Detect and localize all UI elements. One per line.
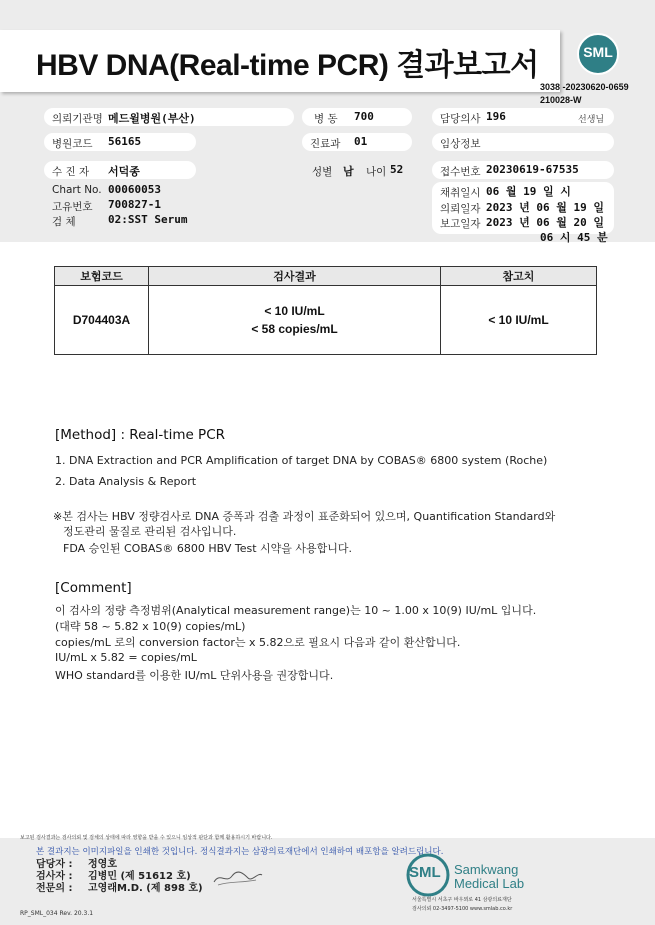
method-note-2: 정도관리 물질로 관리된 검사입니다. bbox=[63, 525, 237, 538]
doctor-value: 196 bbox=[486, 110, 506, 123]
insurance-code: D704403A bbox=[55, 286, 149, 355]
sex-label: 성별 bbox=[312, 166, 333, 178]
fine-print: 보고된 검사결과는 검사의뢰 및 검체의 상태에 따라 영향을 받을 수 있으니 임상적 판단과 함께 활용하시기 바랍니다. bbox=[20, 835, 273, 841]
print-notice: 본 결과지는 이미지파일을 인쇄한 것입니다. 정식결과지는 삼광의료재단에서 인쇄하여 배포함을 알려드립니다. bbox=[36, 847, 444, 857]
comment-line-2: (대략 58 ~ 5.82 x 10(9) copies/mL) bbox=[55, 620, 246, 633]
specimen-value: 02:SST Serum bbox=[108, 213, 188, 226]
document-id: 3038 -20230620-0659 bbox=[540, 82, 629, 92]
reported-label: 보고일자 bbox=[440, 218, 481, 230]
collected-label: 채취일시 bbox=[440, 187, 481, 199]
method-step-1: 1. DNA Extraction and PCR Amplification of target DNA by COBAS® 6800 system (Roche) bbox=[55, 454, 548, 467]
specialist-label: 전문의 : bbox=[36, 883, 73, 894]
results-header-row bbox=[55, 267, 597, 286]
result-iu: < 10 IU/mL bbox=[264, 304, 325, 318]
logo-text: SML bbox=[583, 44, 613, 60]
company-address: 서울특별시 서초구 바우뫼로 41 삼광의료재단 bbox=[412, 897, 512, 903]
dept-label: 진료과 bbox=[310, 138, 341, 150]
dept-value: 01 bbox=[354, 135, 368, 148]
sml-logo bbox=[577, 33, 619, 75]
method-title: [Method] : Real-time PCR bbox=[55, 427, 226, 443]
patient-name: 서덕종 bbox=[108, 165, 140, 178]
clinical-label: 임상정보 bbox=[440, 138, 481, 150]
hospital-code-value: 56165 bbox=[108, 135, 142, 148]
reported-value: 2023 년 06 월 20 일 bbox=[486, 216, 604, 229]
company-contact: 검사의뢰 02-3497-5100 www.smlab.co.kr bbox=[412, 906, 513, 912]
sex-value: 남 bbox=[343, 165, 354, 178]
report-title: HBV DNA(Real-time PCR) 결과보고서 bbox=[36, 49, 539, 82]
collected-value: 06 월 19 일 시 bbox=[486, 185, 571, 198]
reference-value: < 10 IU/mL bbox=[441, 286, 597, 355]
hospital-code-label: 병원코드 bbox=[52, 138, 93, 150]
reviewer-name: 정영호 bbox=[88, 859, 117, 870]
method-note-1: ※본 검사는 HBV 정량검사로 DNA 증폭과 검출 과정이 표준화되어 있으며, Quantification Standard와 bbox=[53, 510, 556, 523]
results-table bbox=[54, 266, 597, 355]
company-name-line-2: Medical Lab bbox=[454, 876, 525, 891]
examiner-name: 김병민 (제 51612 호) bbox=[88, 871, 191, 882]
chart-value: 00060053 bbox=[108, 183, 161, 196]
comment-line-4: IU/mL x 5.82 = copies/mL bbox=[55, 651, 197, 664]
col-reference: 참고치 bbox=[441, 267, 597, 286]
method-step-2: 2. Data Analysis & Report bbox=[55, 475, 197, 488]
ward-value: 700 bbox=[354, 110, 374, 123]
ward-label: 병 동 bbox=[314, 113, 338, 125]
institution-value: 메드윌병원(부산) bbox=[108, 112, 196, 125]
document-id-suffix: 210028-W bbox=[540, 95, 582, 105]
patient-label: 수 진 자 bbox=[52, 166, 90, 178]
form-code: RP_SML_034 Rev. 20.3.1 bbox=[20, 910, 94, 917]
reviewer-label: 담당자 : bbox=[36, 859, 73, 870]
examiner-label: 검사자 : bbox=[36, 871, 73, 882]
uid-label: 고유번호 bbox=[52, 201, 93, 213]
method-note-3: FDA 승인된 COBAS® 6800 HBV Test 시약을 사용합니다. bbox=[63, 542, 353, 555]
comment-title: [Comment] bbox=[55, 580, 132, 596]
requested-value: 2023 년 06 월 19 일 bbox=[486, 201, 604, 214]
result-cell bbox=[149, 286, 441, 355]
doctor-suffix: 선생님 bbox=[578, 115, 605, 125]
uid-value: 700827-1 bbox=[108, 198, 161, 211]
doctor-label: 담당의사 bbox=[440, 113, 481, 125]
specimen-label: 검 체 bbox=[52, 216, 76, 228]
chart-label: Chart No. bbox=[52, 184, 102, 196]
comment-line-1: 이 검사의 정량 측정범위(Analytical measurement range)는 10 ~ 1.00 x 10(9) IU/mL 입니다. bbox=[55, 604, 537, 617]
table-row bbox=[55, 286, 597, 355]
age-label: 나이 bbox=[366, 166, 387, 178]
comment-line-3: copies/mL 로의 conversion factor는 x 5.82으로 필요시 다음과 같이 환산합니다. bbox=[55, 636, 461, 649]
receipt-value: 20230619-67535 bbox=[486, 163, 579, 176]
col-result: 검사결과 bbox=[149, 267, 441, 286]
specialist-name: 고영래M.D. (제 898 호) bbox=[88, 883, 203, 894]
signature-scribble bbox=[212, 866, 264, 888]
receipt-label: 접수번호 bbox=[440, 166, 481, 178]
footer-logo-text: SML bbox=[409, 864, 441, 881]
comment-line-5: WHO standard를 이용한 IU/mL 단위사용을 권장합니다. bbox=[55, 669, 334, 682]
age-value: 52 bbox=[390, 163, 404, 176]
reported-time: 06 시 45 분 bbox=[540, 231, 608, 244]
company-name-line-1: Samkwang bbox=[454, 862, 519, 877]
col-insurance-code: 보험코드 bbox=[55, 267, 149, 286]
institution-label: 의뢰기관명 bbox=[52, 113, 103, 125]
result-copies: < 58 copies/mL bbox=[251, 322, 338, 336]
requested-label: 의뢰일자 bbox=[440, 203, 481, 215]
